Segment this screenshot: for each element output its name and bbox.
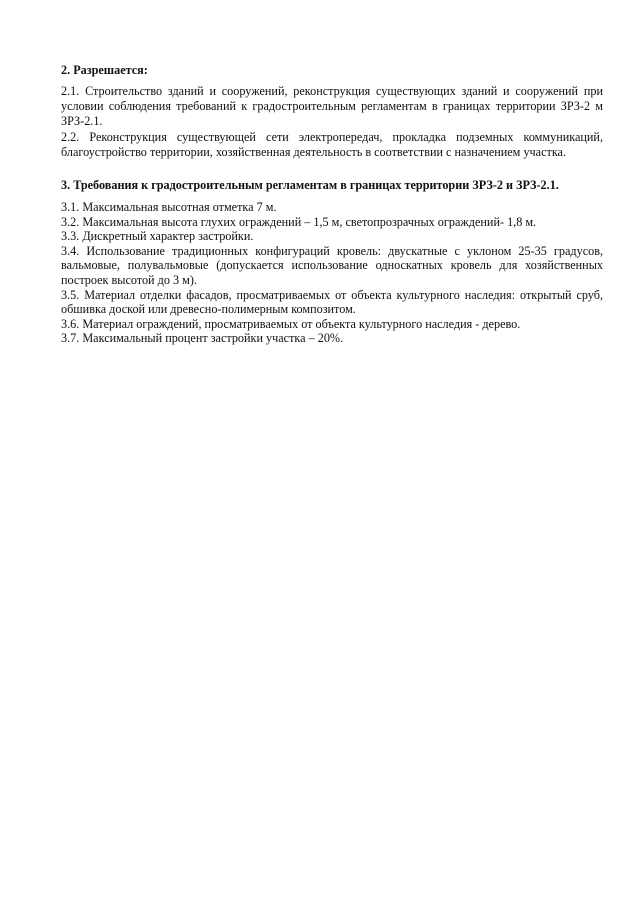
clause-2-2: 2.2. Реконструкция существующей сети электропередач, прокладка подземных коммуникаций, благоустройство территории, хозяйственная деятельность в соответствии с назначением участка. (61, 129, 603, 159)
section-3 (61, 178, 603, 193)
section-2 (61, 63, 603, 78)
clause-3-3: 3.3. Дискретный характер застройки. (61, 229, 254, 244)
clause-3-1: 3.1. Максимальная высотная отметка 7 м. (61, 200, 277, 214)
section-3-body (61, 200, 603, 346)
clause-3-4: 3.4. Использование традиционных конфигураций кровель: двускатные с уклоном 25-35 градусов, вальмовые, полувальмовые (допускается использование односкатных кровель для хозяйственных построек высотой до 3 м). (61, 243, 603, 287)
clause-3-7: 3.7. Максимальный процент застройки участка – 20%. (61, 331, 344, 346)
section-2-heading: 2. Разрешается: (61, 63, 148, 77)
clause-3-6: 3.6. Материал ограждений, просматриваемых от объекта культурного наследия - дерево. (61, 316, 521, 331)
section-2-body (61, 84, 603, 160)
clause-2-1: 2.1. Строительство зданий и сооружений, реконструкция существующих зданий и сооружений при условии соблюдения требований к градостроительным регламентам в границах территории ЗРЗ-2 м ЗРЗ-2.1. (61, 84, 603, 129)
clause-3-5: 3.5. Материал отделки фасадов, просматриваемых от объекта культурного наследия: открытый сруб, обшивка доской или древесно-полимерным композитом. (61, 287, 603, 317)
clause-3-2: 3.2. Максимальная высота глухих ограждений – 1,5 м, светопрозрачных ограждений- 1,8 м. (61, 214, 537, 229)
section-3-heading: 3. Требования к градостроительным регламентам в границах территории ЗРЗ-2 и ЗРЗ-2.1. (61, 178, 559, 192)
